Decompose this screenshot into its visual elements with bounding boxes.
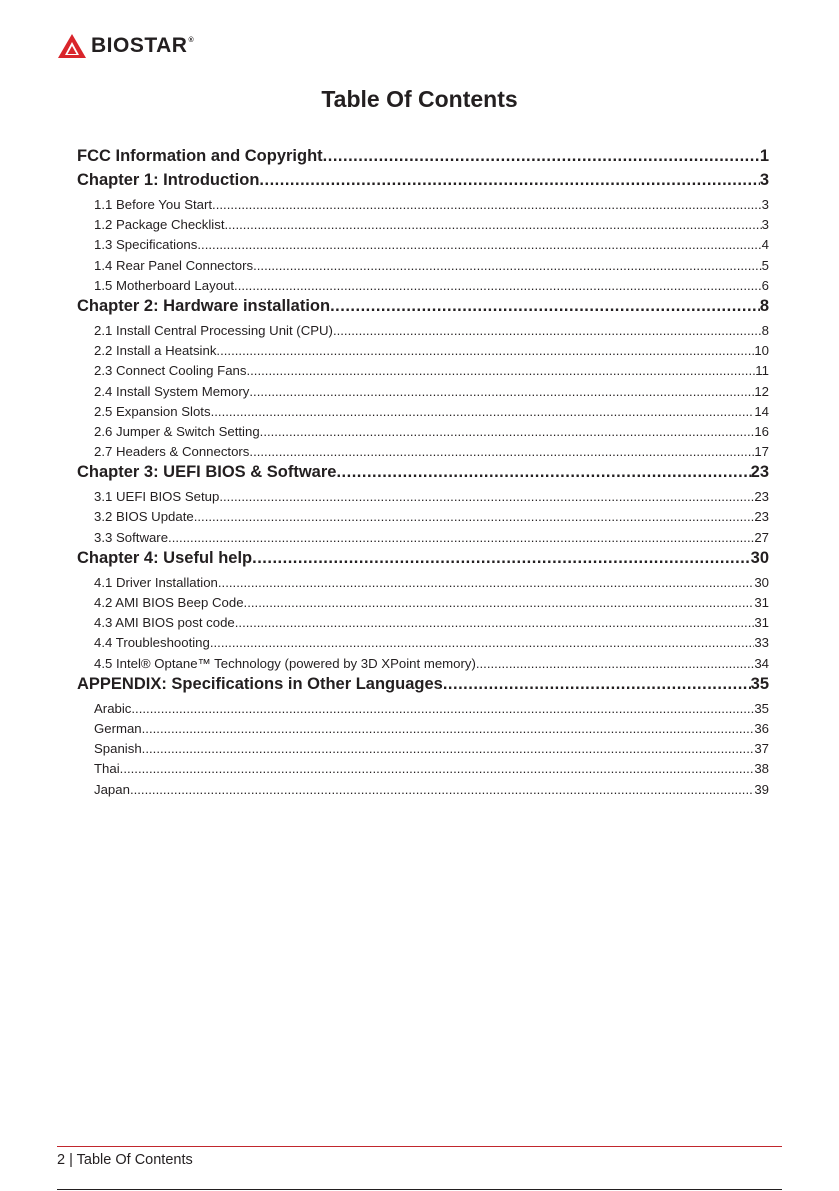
toc-entry-label: 3.1 UEFI BIOS Setup <box>94 489 220 505</box>
toc-section-entry[interactable] <box>94 573 769 593</box>
toc-entry-page: 12 <box>754 383 769 399</box>
toc-dot-leader <box>210 633 754 653</box>
toc-dot-leader <box>323 146 760 166</box>
toc-entry-label: Chapter 3: UEFI BIOS & Software <box>77 463 337 482</box>
toc-dot-leader <box>197 235 761 255</box>
toc-entry-label: Chapter 2: Hardware installation <box>77 296 331 315</box>
toc-entry-label: FCC Information and Copyright <box>77 147 323 165</box>
toc-entry-label: Thai <box>94 761 120 777</box>
toc-dot-leader <box>212 195 762 215</box>
toc-dot-leader <box>142 739 755 759</box>
toc-section-entry[interactable] <box>94 195 769 215</box>
toc-dot-leader <box>476 654 754 674</box>
toc-entry-page: 37 <box>754 741 769 757</box>
toc-entry-label: 2.2 Install a Heatsink <box>94 343 217 359</box>
toc-dot-leader <box>219 487 754 507</box>
toc-entry-label: German <box>94 720 142 736</box>
toc-section-entry[interactable] <box>94 528 769 548</box>
toc-entry-page: 3 <box>761 197 769 212</box>
toc-entry-page: 38 <box>754 761 769 777</box>
toc-entry-page: 35 <box>750 674 769 693</box>
toc-entry-page: 31 <box>754 615 769 631</box>
toc-entry-page: 16 <box>754 423 769 439</box>
toc-entry-label: 2.1 Install Central Processing Unit (CPU) <box>94 322 333 338</box>
toc-entry-page: 8 <box>759 296 769 315</box>
toc-entry-label: Spanish <box>94 741 142 757</box>
biostar-logo-mark-icon <box>57 33 87 59</box>
toc-section-entry[interactable] <box>94 593 769 613</box>
toc-dot-leader <box>330 296 760 316</box>
page-footer <box>57 1152 193 1168</box>
toc-entry-page: 3 <box>761 217 769 233</box>
toc-entry-label: Chapter 4: Useful help <box>77 548 253 567</box>
toc-entry-label: 4.5 Intel® Optane™ Technology (powered by 3D XPoint memory) <box>94 655 476 671</box>
toc-entry-label: 4.3 AMI BIOS post code <box>94 615 235 631</box>
toc-entry-page: 6 <box>761 277 769 293</box>
toc-dot-leader <box>234 276 762 296</box>
toc-section-entry[interactable] <box>94 382 769 402</box>
toc-section-entry[interactable] <box>94 341 769 361</box>
toc-entry-page: 14 <box>754 403 769 419</box>
toc-section-entry[interactable] <box>94 780 769 800</box>
footer-separator: | <box>69 1152 73 1168</box>
toc-entry-page: 30 <box>754 574 769 590</box>
toc-dot-leader <box>130 780 754 800</box>
toc-dot-leader <box>218 573 754 593</box>
toc-dot-leader <box>168 528 754 548</box>
toc-entry-label: 4.1 Driver Installation <box>94 574 218 590</box>
toc-dot-leader <box>224 215 761 235</box>
toc-entry-page: 33 <box>754 635 769 651</box>
toc-entry-label: 2.5 Expansion Slots <box>94 403 211 419</box>
toc-entry-label: 2.3 Connect Cooling Fans <box>94 363 247 379</box>
toc-dot-leader <box>211 402 755 422</box>
toc-entry-page: 39 <box>754 781 769 797</box>
toc-entry-page: 4 <box>761 237 769 253</box>
toc-dot-leader <box>333 321 762 341</box>
toc-section-entry[interactable] <box>94 654 769 674</box>
toc-entry-label: 1.1 Before You Start <box>94 197 213 212</box>
toc-entry-label: Chapter 1: Introduction <box>77 171 260 189</box>
toc-entry-page: 5 <box>761 257 769 273</box>
toc-section-entry[interactable] <box>94 633 769 653</box>
toc-dot-leader <box>443 674 751 694</box>
toc-entry-page: 10 <box>754 343 769 359</box>
footer-section: Table Of Contents <box>76 1152 193 1168</box>
toc-entry-page: 23 <box>750 463 769 482</box>
table-of-contents <box>77 142 769 800</box>
toc-dot-leader <box>246 361 755 381</box>
toc-dot-leader <box>252 548 751 568</box>
footer-divider <box>57 1146 782 1147</box>
toc-entry-page: 1 <box>759 147 769 165</box>
toc-entry-label: 2.6 Jumper & Switch Setting <box>94 423 260 439</box>
toc-dot-leader <box>244 593 755 613</box>
toc-dot-leader <box>131 699 754 719</box>
toc-dot-leader <box>120 759 755 779</box>
toc-entry-label: 2.4 Install System Memory <box>94 383 250 399</box>
toc-chapter-entry[interactable] <box>77 548 769 568</box>
toc-dot-leader <box>336 462 750 482</box>
toc-entry-page: 34 <box>754 655 769 671</box>
toc-entry-page: 36 <box>754 720 769 736</box>
toc-entry-page: 35 <box>754 700 769 716</box>
toc-dot-leader <box>235 613 755 633</box>
toc-entry-label: Japan <box>94 781 130 797</box>
toc-dot-leader <box>249 442 754 462</box>
toc-entry-label: 4.4 Troubleshooting <box>94 635 210 651</box>
bottom-divider <box>57 1189 782 1190</box>
toc-section-entry[interactable] <box>94 215 769 235</box>
toc-section-entry[interactable] <box>94 422 769 442</box>
toc-section-entry[interactable] <box>94 402 769 422</box>
page-title: Table Of Contents <box>321 86 518 112</box>
toc-chapter-entry[interactable] <box>77 170 769 190</box>
toc-section-entry[interactable] <box>94 719 769 739</box>
toc-entry-page: 31 <box>754 595 769 610</box>
toc-section-entry[interactable] <box>94 699 769 719</box>
toc-section-entry[interactable] <box>94 507 769 527</box>
toc-section-entry[interactable] <box>94 442 769 462</box>
toc-section-entry[interactable] <box>94 361 769 381</box>
toc-entry-label: 1.5 Motherboard Layout <box>94 277 235 293</box>
toc-section-entry[interactable] <box>94 739 769 759</box>
toc-section-entry[interactable] <box>94 487 769 507</box>
toc-dot-leader <box>253 256 762 276</box>
toc-dot-leader <box>142 719 755 739</box>
toc-entry-label: 4.2 AMI BIOS Beep Code <box>94 595 244 610</box>
toc-section-entry[interactable] <box>94 613 769 633</box>
brand-name: BIOSTAR <box>91 34 188 57</box>
toc-entry-page: 23 <box>754 489 769 505</box>
toc-dot-leader <box>216 341 754 361</box>
toc-entry-page: 23 <box>754 509 769 525</box>
footer-page-number: 2 <box>57 1152 66 1168</box>
toc-entry-page: 17 <box>754 444 769 460</box>
toc-entry-label: 1.2 Package Checklist <box>94 217 225 233</box>
toc-entry-label: Arabic <box>94 700 132 716</box>
toc-entry-page: 27 <box>754 529 769 545</box>
toc-dot-leader <box>194 507 755 527</box>
toc-entry-label: APPENDIX: Specifications in Other Languages <box>77 674 443 693</box>
biostar-logo <box>57 30 194 62</box>
toc-dot-leader <box>249 382 754 402</box>
toc-entry-label: 2.7 Headers & Connectors <box>94 444 250 460</box>
toc-dot-leader <box>259 170 759 190</box>
toc-entry-label: 1.4 Rear Panel Connectors <box>94 257 254 273</box>
toc-section-entry[interactable] <box>94 235 769 255</box>
toc-entry-page: 8 <box>761 322 769 338</box>
toc-chapter-entry[interactable] <box>77 462 769 482</box>
toc-dot-leader <box>260 422 755 442</box>
toc-chapter-entry[interactable] <box>77 146 769 166</box>
toc-chapter-entry[interactable] <box>77 674 769 694</box>
toc-section-entry[interactable] <box>94 256 769 276</box>
toc-entry-page: 30 <box>750 548 769 567</box>
toc-entry-page: 3 <box>759 171 769 189</box>
brand-trademark: ® <box>188 36 195 44</box>
toc-entry-label: 3.3 Software <box>94 529 169 545</box>
toc-section-entry[interactable] <box>94 276 769 296</box>
toc-section-entry[interactable] <box>94 759 769 779</box>
toc-entry-page: 11 <box>755 363 769 379</box>
toc-entry-label: 3.2 BIOS Update <box>94 509 194 525</box>
toc-entry-label: 1.3 Specifications <box>94 237 198 253</box>
toc-chapter-entry[interactable] <box>77 296 769 316</box>
toc-section-entry[interactable] <box>94 321 769 341</box>
